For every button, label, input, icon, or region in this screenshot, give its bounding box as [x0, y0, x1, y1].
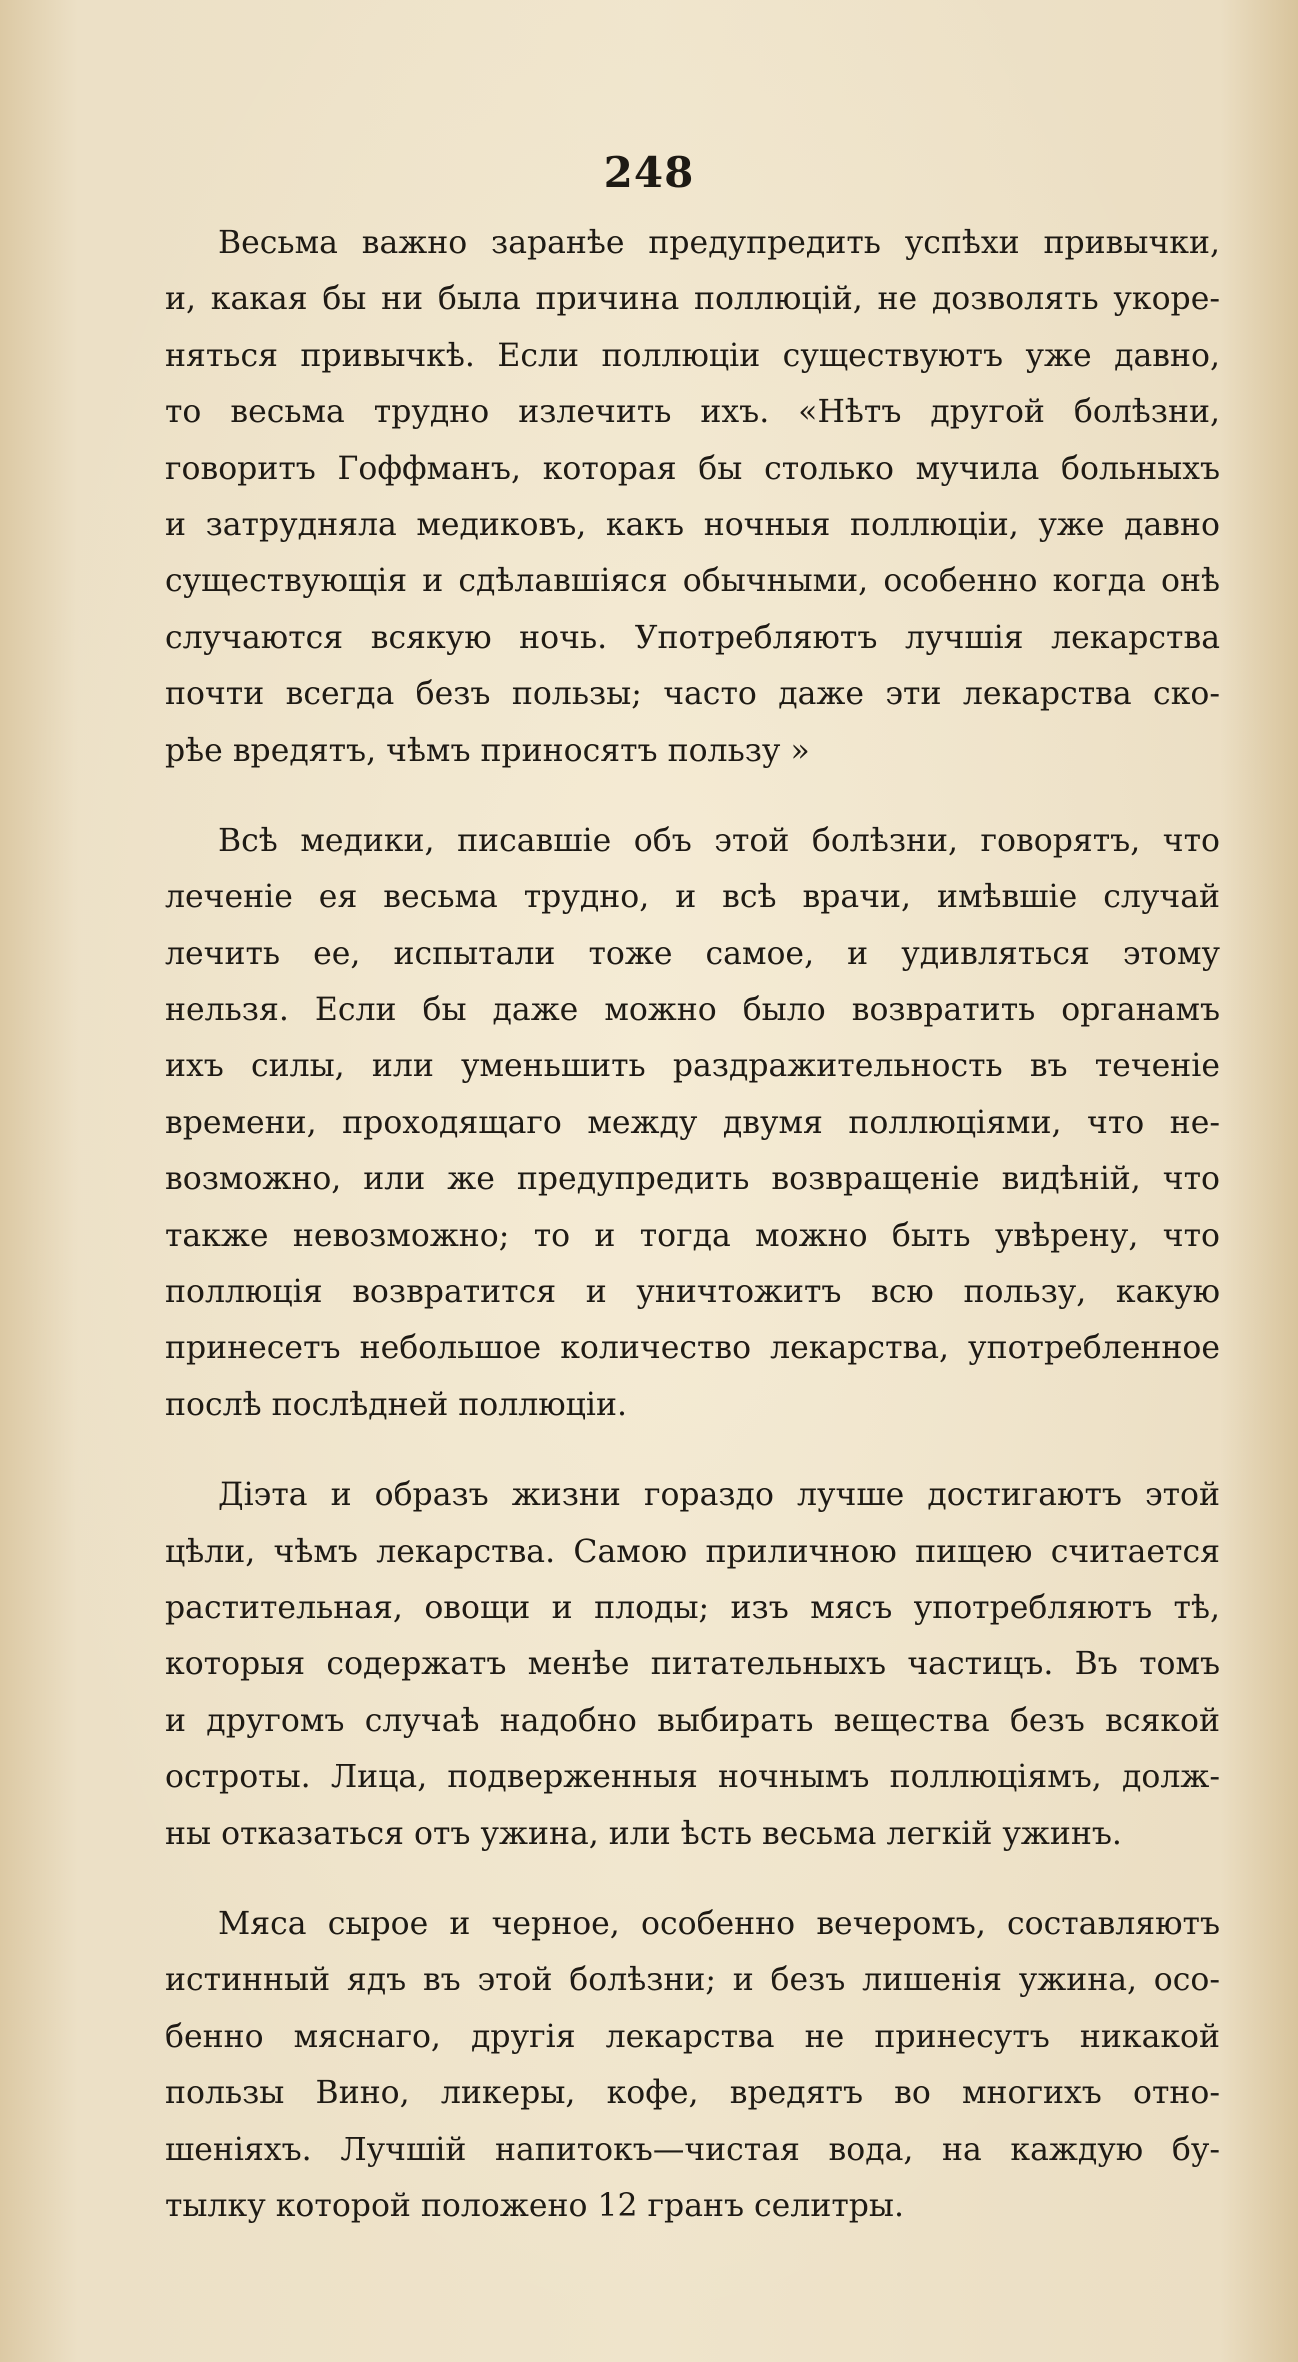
text-line: почти всегда безъ пользы; часто даже эти лекарства ско-	[165, 676, 1220, 713]
text-line: леченіе ея весьма трудно, и всѣ врачи, имѣвшіе случай	[165, 879, 1220, 916]
text-line: поллюція возвратится и уничтожитъ всю пользу, какую	[165, 1274, 1220, 1311]
paragraph	[165, 813, 1220, 1433]
text-line: которыя содержатъ менѣе питательныхъ частицъ. Въ томъ	[165, 1646, 1220, 1683]
page-number: 248	[603, 148, 695, 197]
text-line: рѣе вредятъ, чѣмъ приносятъ пользу »	[165, 732, 810, 769]
text-line: Весьма важно заранѣе предупредить успѣхи привычки,	[218, 225, 1220, 261]
text-line: бенно мяснаго, другія лекарства не принесутъ никакой	[165, 2018, 1220, 2055]
text-line: растительная, овощи и плоды; изъ мясъ употребляютъ тѣ,	[165, 1589, 1220, 1626]
text-line: Мяса сырое и черное, особенно вечеромъ, составляютъ	[218, 1905, 1220, 1942]
text-line: то весьма трудно излечить ихъ. «Нѣтъ другой болѣзни,	[165, 394, 1220, 431]
text-line: и, какая бы ни была причина поллюцій, не дозволять укоре-	[165, 281, 1220, 318]
text-line: тылку которой положено 12 гранъ селитры.	[165, 2187, 905, 2224]
text-line: Всѣ медики, писавшіе объ этой болѣзни, говорятъ, что	[218, 822, 1220, 859]
text-line: возможно, или же предупредить возвращеніе видѣній, что	[165, 1161, 1220, 1198]
text-line: времени, проходящаго между двумя поллюціями, что не-	[165, 1104, 1220, 1141]
text-line: остроты. Лица, подверженныя ночнымъ поллюціямъ, долж-	[165, 1759, 1220, 1796]
text-line: принесетъ небольшое количество лекарства, употребленное	[165, 1330, 1220, 1367]
text-line: также невозможно; то и тогда можно быть увѣрену, что	[165, 1217, 1220, 1254]
paragraph	[165, 1896, 1220, 2234]
text-line: Діэта и образъ жизни гораздо лучше достигаютъ этой	[218, 1477, 1220, 1514]
text-line: и затрудняла медиковъ, какъ ночныя поллюціи, уже давно	[165, 506, 1220, 543]
text-line: няться привычкѣ. Если поллюціи существуютъ уже давно,	[165, 337, 1220, 374]
text-line: случаются всякую ночь. Употребляютъ лучшія лекарства	[165, 619, 1220, 656]
text-line: послѣ послѣдней поллюціи.	[165, 1386, 628, 1423]
text-line: истинный ядъ въ этой болѣзни; и безъ лишенія ужина, осо-	[165, 1962, 1220, 1999]
text-line: и другомъ случаѣ надобно выбирать вещества безъ всякой	[165, 1702, 1220, 1739]
paragraph	[165, 1467, 1220, 1862]
text-line: нельзя. Если бы даже можно было возвратить органамъ	[165, 992, 1220, 1029]
text-line: существующія и сдѣлавшіяся обычными, особенно когда онѣ	[165, 563, 1220, 600]
text-line: пользы Вино, ликеры, кофе, вредятъ во многихъ отно-	[165, 2075, 1220, 2112]
paragraph	[165, 215, 1220, 779]
text-line: ны отказаться отъ ужина, или ѣсть весьма легкій ужинъ.	[165, 1815, 1122, 1852]
text-line: цѣли, чѣмъ лекарства. Самою приличною пищею считается	[165, 1533, 1220, 1570]
text-line: ихъ силы, или уменьшить раздражительность въ теченіе	[165, 1048, 1220, 1085]
text-line: лечить ее, испытали тоже самое, и удивляться этому	[165, 935, 1220, 972]
text-line: шеніяхъ. Лучшій напитокъ—чистая вода, на каждую бу-	[165, 2131, 1220, 2168]
page-text	[165, 215, 1220, 2268]
text-line: говоритъ Гоффманъ, которая бы столько мучила больныхъ	[165, 450, 1220, 487]
